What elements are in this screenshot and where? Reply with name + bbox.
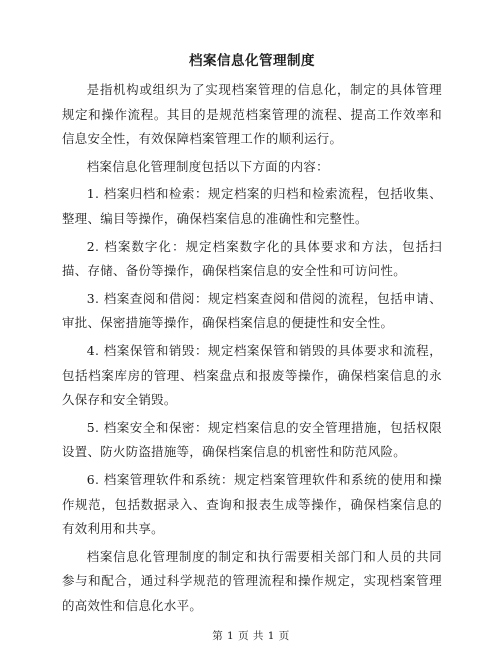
item-3-access-borrowing: 3. 档案查阅和借阅：规定档案查阅和借阅的流程，包括申请、审批、保密措施等操作，确保档案信息的便捷性和安全性。 [62,290,442,331]
closing-paragraph: 档案信息化管理制度的制定和执行需要相关部门和人员的共同参与和配合，通过科学规范的管理流程和操作规定，实现档案管理的高效性和信息化水平。 [62,548,442,613]
intro-paragraph: 是指机构或组织为了实现档案管理的信息化，制定的具体管理规定和操作流程。其目的是规范档案管理的流程、提高工作效率和信息安全性，有效保障档案管理工作的顺利运行。 [62,82,442,147]
contents-lead-paragraph: 档案信息化管理制度包括以下方面的内容： [86,158,329,174]
item-5-security-confidentiality: 5. 档案安全和保密：规定档案信息的安全管理措施，包括权限设置、防火防盗措施等，确保档案信息的机密性和防范风险。 [62,419,442,460]
page-number-label: 第 1 页 共 1 页 [212,630,290,642]
item-6-software-systems: 6. 档案管理软件和系统：规定档案管理软件和系统的使用和操作规范，包括数据录入、查询和报表生成等操作，确保档案信息的有效利用和共享。 [62,471,442,537]
page-footer [0,629,502,643]
document-page [62,52,442,621]
item-1-archiving-retrieval: 1. 档案归档和检索：规定档案的归档和检索流程，包括收集、整理、编目等操作，确保档案信息的准确性和完整性。 [62,186,442,226]
item-2-digitization: 2. 档案数字化：规定档案数字化的具体要求和方法，包括扫描、存储、备份等操作，确保档案信息的安全性和可访问性。 [62,238,442,279]
document-title: 档案信息化管理制度 [189,53,315,69]
item-4-custody-destruction: 4. 档案保管和销毁：规定档案保管和销毁的具体要求和流程，包括档案库房的管理、档案盘点和报废等操作，确保档案信息的永久保存和安全销毁。 [62,342,442,408]
